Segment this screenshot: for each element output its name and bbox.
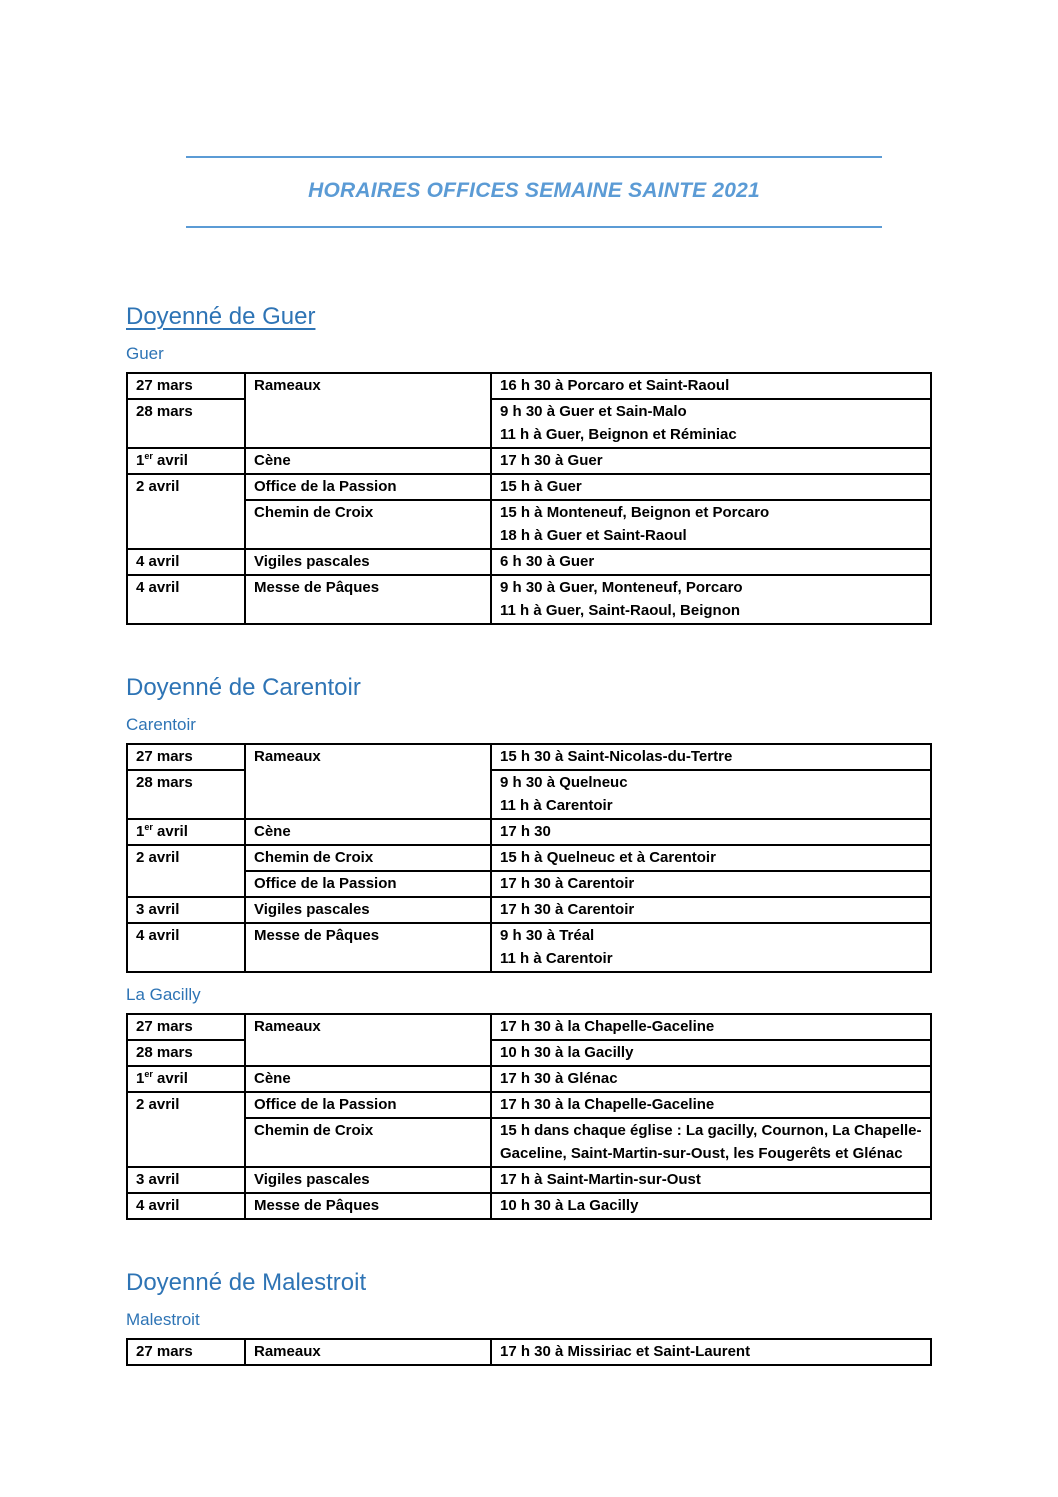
time-line: 17 h 30 à la Chapelle-Gaceline	[500, 1096, 715, 1113]
office-cell: Rameaux	[245, 744, 491, 819]
time-line: 11 h à Carentoir	[500, 950, 613, 967]
ordinal-suffix: er	[144, 1069, 153, 1079]
date-cell: 4 avril	[127, 549, 245, 575]
time-line: 17 h 30	[500, 823, 551, 840]
time-line: 15 h 30 à Saint-Nicolas-du-Tertre	[500, 748, 733, 765]
office-cell: Vigiles pascales	[245, 1167, 491, 1193]
ordinal-suffix: er	[144, 822, 153, 832]
table-row	[127, 1092, 931, 1118]
document-title: HORAIRES OFFICES SEMAINE SAINTE 2021	[308, 179, 760, 202]
subsection-heading: Malestroit	[126, 1310, 200, 1329]
date-cell: 27 mars	[127, 744, 245, 770]
table-row	[127, 923, 931, 972]
times-cell	[491, 845, 931, 871]
times-cell	[491, 1118, 931, 1167]
schedule-table	[126, 372, 932, 625]
office-cell: Rameaux	[245, 1339, 491, 1365]
time-line: 15 h à Guer	[500, 478, 582, 495]
schedule-table-body	[127, 373, 931, 624]
office-cell: Rameaux	[245, 373, 491, 448]
schedule-table-body	[127, 1339, 931, 1365]
table-row	[127, 897, 931, 923]
schedule-table	[126, 1013, 932, 1220]
table-row	[127, 871, 931, 897]
time-line: 17 h 30 à la Chapelle-Gaceline	[500, 1018, 715, 1035]
times-cell	[491, 500, 931, 549]
office-cell: Messe de Pâques	[245, 575, 491, 624]
office-cell: Messe de Pâques	[245, 923, 491, 972]
office-cell: Office de la Passion	[245, 474, 491, 500]
time-line: 9 h 30 à Tréal	[500, 927, 595, 944]
sections-container	[126, 302, 932, 1366]
times-cell	[491, 1014, 931, 1040]
time-line: 15 h à Quelneuc et à Carentoir	[500, 849, 716, 866]
times-cell	[491, 1066, 931, 1092]
date-cell: 27 mars	[127, 1014, 245, 1040]
times-cell	[491, 897, 931, 923]
times-cell	[491, 474, 931, 500]
date-cell: 3 avril	[127, 897, 245, 923]
date-cell: 27 mars	[127, 373, 245, 399]
times-cell	[491, 549, 931, 575]
times-cell	[491, 373, 931, 399]
times-cell	[491, 1339, 931, 1365]
time-line: 9 h 30 à Guer et Sain-Malo	[500, 403, 687, 420]
times-cell	[491, 399, 931, 448]
schedule-table-body	[127, 744, 931, 972]
table-row	[127, 1066, 931, 1092]
office-cell: Cène	[245, 1066, 491, 1092]
time-line: 18 h à Guer et Saint-Raoul	[500, 527, 687, 544]
table-row	[127, 448, 931, 474]
section-heading: Doyenné de Malestroit	[126, 1269, 367, 1296]
date-cell: 3 avril	[127, 1167, 245, 1193]
times-cell	[491, 819, 931, 845]
date-cell: 28 mars	[127, 1040, 245, 1066]
document-content	[0, 156, 1058, 1366]
section-heading: Doyenné de Guer	[126, 303, 316, 330]
date-cell: 1er avril	[127, 819, 245, 845]
time-line: 17 h 30 à Carentoir	[500, 875, 635, 892]
ordinal-suffix: er	[144, 451, 153, 461]
time-line: 10 h 30 à La Gacilly	[500, 1197, 639, 1214]
times-cell	[491, 923, 931, 972]
times-cell	[491, 744, 931, 770]
time-line: 9 h 30 à Guer, Monteneuf, Porcaro	[500, 579, 743, 596]
date-cell: 2 avril	[127, 474, 245, 549]
times-cell	[491, 1092, 931, 1118]
schedule-table-body	[127, 1014, 931, 1219]
times-cell	[491, 575, 931, 624]
office-cell: Vigiles pascales	[245, 549, 491, 575]
office-cell: Office de la Passion	[245, 1092, 491, 1118]
time-line: 15 h à Monteneuf, Beignon et Porcaro	[500, 504, 770, 521]
time-line: 11 h à Guer, Saint-Raoul, Beignon	[500, 602, 741, 619]
times-cell	[491, 1167, 931, 1193]
schedule-table	[126, 1338, 932, 1366]
office-cell: Office de la Passion	[245, 871, 491, 897]
time-line: 15 h dans chaque église : La gacilly, Cournon, La Chapelle-Gaceline, Saint-Martin-sur-Oust, les Fougerêts et Glénac	[500, 1122, 922, 1162]
date-cell: 2 avril	[127, 1092, 245, 1167]
table-row	[127, 819, 931, 845]
time-line: 16 h 30 à Porcaro et Saint-Raoul	[500, 377, 730, 394]
subsection-heading: La Gacilly	[126, 985, 201, 1004]
table-row	[127, 500, 931, 549]
office-cell: Messe de Pâques	[245, 1193, 491, 1219]
office-cell: Chemin de Croix	[245, 500, 491, 549]
date-cell: 27 mars	[127, 1339, 245, 1365]
times-cell	[491, 448, 931, 474]
date-cell: 4 avril	[127, 575, 245, 624]
subsection-heading: Guer	[126, 344, 164, 363]
date-cell: 2 avril	[127, 845, 245, 897]
table-row	[127, 549, 931, 575]
time-line: 9 h 30 à Quelneuc	[500, 774, 628, 791]
times-cell	[491, 770, 931, 819]
times-cell	[491, 1193, 931, 1219]
time-line: 10 h 30 à la Gacilly	[500, 1044, 634, 1061]
table-row	[127, 474, 931, 500]
time-line: 6 h 30 à Guer	[500, 553, 595, 570]
table-row	[127, 373, 931, 399]
date-cell: 4 avril	[127, 923, 245, 972]
time-line: 17 h 30 à Glénac	[500, 1070, 618, 1087]
time-line: 17 h 30 à Carentoir	[500, 901, 635, 918]
times-cell	[491, 1040, 931, 1066]
time-line: 17 h à Saint-Martin-sur-Oust	[500, 1171, 701, 1188]
office-cell: Cène	[245, 448, 491, 474]
table-row	[127, 575, 931, 624]
date-cell: 4 avril	[127, 1193, 245, 1219]
date-cell: 1er avril	[127, 1066, 245, 1092]
office-cell: Rameaux	[245, 1014, 491, 1066]
time-line: 17 h 30 à Missiriac et Saint-Laurent	[500, 1343, 751, 1360]
times-cell	[491, 871, 931, 897]
office-cell: Chemin de Croix	[245, 1118, 491, 1167]
subsection-heading: Carentoir	[126, 715, 196, 734]
table-row	[127, 744, 931, 770]
section-heading: Doyenné de Carentoir	[126, 674, 361, 701]
table-row	[127, 1339, 931, 1365]
office-cell: Vigiles pascales	[245, 897, 491, 923]
table-row	[127, 1167, 931, 1193]
date-cell: 1er avril	[127, 448, 245, 474]
table-row	[127, 845, 931, 871]
table-row	[127, 1014, 931, 1040]
date-cell: 28 mars	[127, 399, 245, 448]
table-row	[127, 1193, 931, 1219]
document-title-block	[186, 156, 882, 228]
date-cell: 28 mars	[127, 770, 245, 819]
table-row	[127, 1118, 931, 1167]
office-cell: Chemin de Croix	[245, 845, 491, 871]
time-line: 17 h 30 à Guer	[500, 452, 603, 469]
time-line: 11 h à Carentoir	[500, 797, 613, 814]
office-cell: Cène	[245, 819, 491, 845]
schedule-table	[126, 743, 932, 973]
time-line: 11 h à Guer, Beignon et Réminiac	[500, 426, 737, 443]
